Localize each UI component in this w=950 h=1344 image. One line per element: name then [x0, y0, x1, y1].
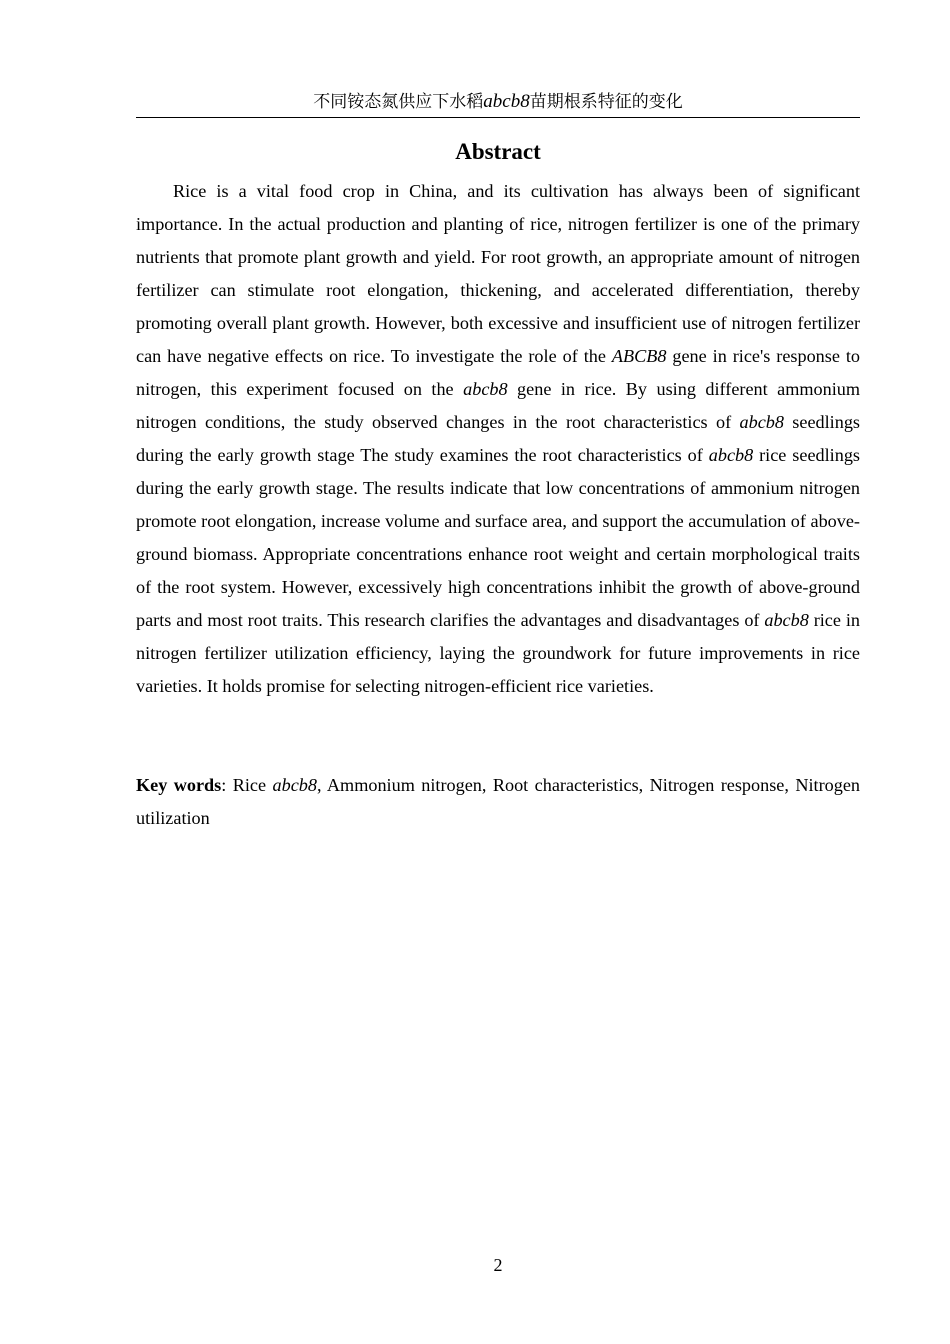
abstract-paragraph	[136, 175, 860, 703]
gene-name: abcb8	[708, 445, 754, 465]
keywords-paragraph	[136, 769, 860, 835]
running-header-text: 不同铵态氮供应下水稻	[313, 92, 484, 112]
gene-name: ABCB8	[611, 346, 667, 366]
abstract-text: Rice is a vital food crop in China, and its cultivation has always been of significant importance. In the actual production and planting of rice, nitrogen fertilizer is one of the primary nutrients that promote plant growth and yield. For root growth, an appropriate amount of nitrogen fertilizer can stimulate root elongation, thickening, and accelerated differentiation, thereby promoting overall plant growth. However, both excessive and insufficient use of nitrogen fertilizer can have negative effects on rice. To investigate the role of the	[136, 181, 860, 366]
keyword-gene: abcb8	[272, 775, 317, 795]
abstract-text: seedlings during the early growth stage The study examines the root characteristics of	[136, 412, 860, 465]
keywords-separator: :	[221, 775, 233, 795]
header-rule	[136, 117, 860, 118]
keyword-term: Rice	[232, 775, 273, 795]
running-header-text-end: 苗期根系特征的变化	[529, 92, 683, 112]
page-number: 2	[493, 1255, 503, 1275]
abstract-text: rice seedlings during the early growth stage. The results indicate that low concentrations of ammonium nitrogen promote root elongation, increase volume and surface area, and support the accumulation of above-ground biomass. Appropriate concentrations enhance root weight and certain morphological traits of the root system. However, excessively high concentrations inhibit the growth of above-ground parts and most root traits. This research clarifies the advantages and disadvantages of	[136, 445, 860, 630]
abstract-text: rice in nitrogen fertilizer utilization efficiency, laying the groundwork for future improvements in rice varieties. It holds promise for selecting nitrogen-efficient rice varieties.	[136, 610, 860, 696]
gene-name: abcb8	[764, 610, 809, 630]
abstract-text: gene in rice's response to nitrogen, this experiment focused on the	[136, 346, 861, 399]
abstract-text: gene in rice. By using different ammonium nitrogen conditions, the study observed changes in the root characteristics of	[136, 379, 861, 432]
gene-name: abcb8	[463, 379, 508, 399]
keywords-label: Key words	[136, 775, 222, 795]
running-header	[136, 90, 860, 114]
gene-name: abcb8	[739, 412, 784, 432]
running-header-gene: abcb8	[483, 91, 530, 112]
keyword-terms: , Ammonium nitrogen, Root characteristics, Nitrogen response, Nitrogen utilization	[136, 775, 860, 828]
abstract-title: Abstract	[455, 139, 541, 164]
